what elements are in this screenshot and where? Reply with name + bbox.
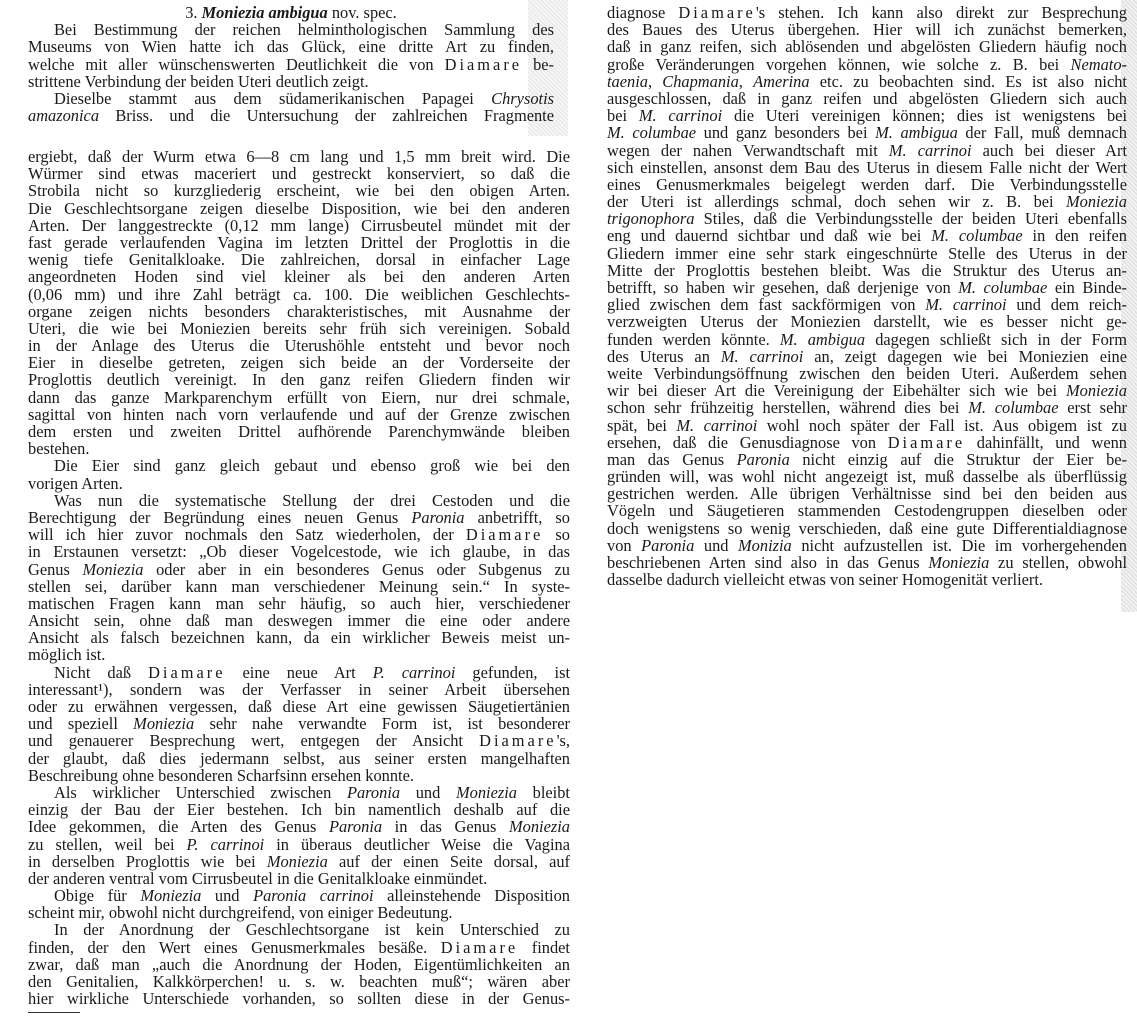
spaced-author-name: Diamare — [465, 525, 544, 545]
text-line: vorigen Arten. — [28, 473, 123, 493]
text-line: Ansicht sein, ohne daß man deswegen immer die eine oder andere — [28, 611, 570, 631]
italic-term: Paronia — [328, 817, 383, 837]
italic-term: Moniezia — [1065, 381, 1127, 401]
italic-term: M. columbae — [931, 226, 1023, 246]
text-line: gestrichen werden. Alle übrigen Verhältnisse sind bei den beiden aus — [607, 484, 1127, 504]
text-line: weite Verbindungsöffnung zwischen den beiden Uteri. Außerdem sehen — [607, 363, 1127, 383]
text-line: daß in ganz reifen, sich ablösenden und abgelösten Gliedern häufig noch — [607, 37, 1127, 57]
text-line: strittene Verbindung der beiden Uteri deutlich zeigt. — [28, 71, 369, 91]
italic-term: trigonophora — [607, 209, 695, 229]
text-line: stellen sei, darüber kann man verschiedener Meinung sein.“ In syste- — [28, 576, 570, 596]
text-line: der Uteri ist allerdings schmal, doch sehen wir z. B. bei Moniezia — [607, 192, 1127, 212]
text-line: ergiebt, daß der Wurm etwa 6—8 cm lang und 1,5 mm breit wird. Die — [28, 147, 570, 166]
text-line: Mitte der Proglottis bestehen bleibt. Was die Struktur des Uterus an- — [607, 260, 1127, 280]
text-line: zu stellen, weil bei P. carrinoi in überaus deutlicher Weise die Vagina — [28, 834, 570, 854]
italic-term: M. carrinoi — [720, 346, 804, 366]
text-line: wenig tiefe Genitalkloake. Die zahlreichen, dorsal in einfacher Lage — [28, 250, 570, 270]
text-line: Als wirklicher Unterschied zwischen Paronia und Moniezia bleibt — [54, 782, 570, 802]
text-line: und genauerer Besprechung wert, entgegen der Ansicht Diamare's, — [28, 731, 570, 751]
italic-term: Moniezia — [133, 714, 195, 734]
text-line: den Genitalien, Kalkkörperchen! u. s. w. beachten muß“; wären aber — [28, 972, 570, 991]
spaced-author-name: Diamare — [440, 937, 519, 957]
text-line: Ansicht als falsch bezeichnen kann, da ein wirklicher Beweis meist un- — [28, 628, 570, 648]
paragraph — [28, 90, 554, 124]
paragraph — [28, 457, 570, 491]
spaced-author-name: Diamare — [444, 54, 523, 74]
paragraph — [28, 921, 570, 1007]
spaced-author-name: Diamare — [148, 662, 226, 682]
italic-term: M. carrinoi — [888, 140, 972, 160]
text-line: dem ersten und zweiten Drittel aufhörende Parenchymwände bleiben — [28, 422, 570, 441]
text-line: M. columbae und ganz besonders bei M. ambigua der Fall, muß demnach — [607, 123, 1128, 143]
text-line: Würmer sind etwas maceriert und gestreckt konserviert, so daß die — [28, 164, 570, 184]
text-line: der glaubt, daß dies jedermann selbst, aus seiner ersten mangelhaften — [28, 748, 570, 768]
heading-species: Moniezia ambigua — [201, 3, 328, 22]
text-line: interessant¹), sondern was der Verfasser in seiner Arbeit übersehen — [28, 679, 570, 699]
text-line: funden werden könnte. M. ambigua dagegen schließt sich in der Form — [607, 329, 1127, 349]
text-line: ersehen, daß die Genusdiagnose von Diamare dahinfällt, und wenn — [607, 432, 1127, 452]
text-line: hier wirkliche Unterschiede vorhanden, so sollten diese in der Genus- — [28, 989, 570, 1009]
spaced-author-name: Diamare — [887, 432, 966, 452]
italic-term: Moniezia — [82, 559, 144, 579]
text-line: Strobila nicht so kurzgliederig erscheint, wie bei den obigen Arten. — [28, 181, 570, 201]
italic-term: Paronia — [411, 507, 465, 527]
text-line: betrifft, so haben wir gesehen, daß derjenige von M. columbae ein Binde- — [607, 278, 1127, 297]
italic-term: M. carrinoi — [676, 415, 758, 435]
heading-number: 3. — [185, 3, 198, 22]
text-line: einzig der Bau der Eier bestehen. Ich bin namentlich deshalb auf die — [28, 800, 570, 820]
text-line: möglich ist. — [28, 645, 106, 665]
italic-term: Moniezia — [140, 886, 202, 906]
text-line: des Uterus an M. carrinoi an, zeigt dagegen wie bei Moniezien eine — [607, 346, 1127, 366]
text-line: welche mit aller wünschenswerten Deutlichkeit die von Diamare be- — [28, 54, 555, 74]
italic-term: Chapmania — [662, 71, 739, 91]
text-line: Was nun die systematische Stellung der drei Cestoden und die — [54, 490, 570, 510]
italic-term: taenia — [607, 71, 648, 91]
italic-term: P. carrinoi — [186, 834, 265, 854]
text-line: trigonophora Stiles, daß die Verbindungsstelle der beiden Uteri ebenfalls — [607, 209, 1127, 229]
text-line: und speziell Moniezia sehr nahe verwandte Form ist, ist besonderer — [28, 714, 570, 734]
text-line: Vögeln und Säugetieren stammenden Cestodengruppen dieselben oder — [607, 501, 1127, 521]
italic-term: M. columbae — [968, 398, 1059, 418]
text-line: gründen will, was wohl nicht angezeigt ist, muß dasselbe als überflüssig — [607, 467, 1127, 487]
text-line: verzweigten Uterus der Moniezien darstellt, wie es besser nicht ge- — [607, 312, 1127, 332]
text-line: In der Anordnung der Geschlechtsorgane ist kein Unterschied zu — [54, 920, 570, 940]
italic-term: M. columbae — [607, 123, 697, 143]
text-line: der anderen ventral vom Cirrusbeutel in die Genitalkloake einmündet. — [28, 868, 488, 888]
text-line: taenia, Chapmania, Amerina etc. zu beobachten sind. Es ist also nicht — [607, 71, 1127, 91]
text-line: wir bei dieser Art die Vereinigung der Eibehälter sich wie bei Moniezia — [607, 381, 1127, 401]
italic-term: Amerina — [753, 71, 810, 91]
italic-term: M. carrinoi — [925, 295, 1007, 315]
text-line: Eier in dieselbe getreten, zeigen sich beide an der Vorderseite der — [28, 353, 570, 373]
text-line: diagnose Diamare's stehen. Ich kann also direkt zur Besprechung — [607, 3, 1127, 22]
text-line: fast gerade verlaufenden Vagina im letzten Drittel der Proglottis in die — [28, 232, 570, 252]
text-line: Dieselbe stammt aus dem südamerikanischen Papagei Chrysotis — [54, 88, 554, 108]
text-line: will ich hier zuvor nochmals den Satz wiederholen, der Diamare so — [28, 525, 570, 545]
text-line: Die Eier sind ganz gleich gebaut und ebenso groß wie bei den — [54, 456, 570, 476]
italic-term: Paronia — [736, 449, 790, 469]
text-line: angeordneten Hoden sind viel kleiner als bei den anderen Arten — [28, 267, 570, 287]
italic-term: P. carrinoi — [372, 662, 456, 682]
italic-term: Moniezia — [266, 851, 328, 871]
italic-term: Moniezia — [455, 782, 517, 802]
italic-term: Chrysotis — [491, 88, 554, 108]
text-line: scheint mir, obwohl nicht durchgreifend, von einiger Bedeutung. — [28, 903, 453, 923]
text-line: Proglottis deutlich vereinigt. In den ganz reifen Gliedern finden wir — [28, 370, 570, 390]
text-line: des Baues des Uterus übergehen. Hier will ich zunächst bemerken, — [607, 20, 1127, 40]
heading-suffix: nov. spec. — [331, 3, 397, 22]
text-line: eines Genusmerkmales beigelegt werden darf. Die Verbindungsstelle — [607, 174, 1127, 194]
text-line: dann das ganze Markparenchym erfüllt von Eiern, nur drei schmale, — [28, 387, 570, 407]
text-line: Uteri, die wie bei Moniezien bereits sehr früh sich vereinigen. Sobald — [28, 318, 570, 338]
italic-term: M. ambigua — [779, 329, 866, 349]
text-line: in derselben Proglottis wie bei Moniezia auf der einen Seite dorsal, auf — [28, 851, 571, 871]
paragraph — [28, 148, 570, 457]
text-line: bestehen. — [28, 439, 90, 459]
text-line: doch wenigstens so wenig verschieden, daß eine gute Differentialdiagnose — [607, 518, 1127, 538]
text-line: von Paronia und Monizia nicht aufzustellen ist. Die im vorhergehenden — [607, 535, 1127, 555]
italic-term: amazonica — [28, 106, 100, 126]
paragraph — [28, 664, 570, 784]
section-heading — [28, 4, 554, 21]
text-line: große Veränderungen vorgehen können, wie solche z. B. bei Nemato- — [607, 54, 1127, 74]
text-line: in der Anlage des Uterus die Uterushöhle entsteht und bevor noch — [28, 336, 570, 356]
text-line: Arten. Der langgestreckte (0,12 mm lange) Cirrusbeutel mündet mit der — [28, 215, 570, 235]
footnote-rule — [28, 1012, 80, 1013]
text-line: oder zu erwähnen vergessen, daß diese Art eine gewissen Säugetiertänien — [28, 697, 570, 716]
italic-term: M. columbae — [958, 278, 1048, 297]
text-line: Berechtigung der Begründung eines neuen Genus Paronia anbetrifft, so — [28, 507, 570, 527]
text-line: ausgeschlossen, daß in ganz reifen und abgelösten Gliedern sich auch — [607, 88, 1127, 108]
text-line: matischen Fragen kann man sehr häufig, so auch hier, verschiedener — [28, 593, 570, 613]
text-line: zwar, daß man „auch die Anordnung der Hoden, Eigentümlichkeiten an — [28, 954, 570, 974]
italic-term: Moniezia — [509, 817, 571, 837]
paragraph — [28, 21, 554, 90]
text-line: Nicht daß Diamare eine neue Art P. carrinoi gefunden, ist — [54, 662, 571, 682]
italic-term: Nemato- — [1070, 54, 1127, 74]
paragraph — [607, 4, 1127, 588]
left-column — [28, 148, 570, 1007]
text-line: Gliedern immer eine sehr stark eingeschnürte Stelle des Uterus in der — [607, 243, 1127, 263]
text-line: Museums von Wien hatte ich das Glück, eine dritte Art zu finden, — [28, 37, 554, 57]
spaced-author-name: Diamare — [479, 731, 557, 751]
text-line: wegen der nahen Verwandtschaft mit M. carrinoi auch bei dieser Art — [607, 140, 1127, 160]
text-line: man das Genus Paronia nicht einzig auf die Struktur der Eier be- — [607, 449, 1128, 469]
text-line: sich einstellen, ansonst dem Bau des Uterus in diesem Falle nicht der Wert — [607, 157, 1127, 177]
text-line: Die Geschlechtsorgane zeigen dieselbe Disposition, wie bei den anderen — [28, 198, 570, 218]
paragraph — [28, 887, 570, 921]
spaced-author-name: Diamare — [678, 3, 756, 22]
text-line: organe zeigen nichts besonders charakteristisches, mit Ausnahme der — [28, 301, 570, 321]
text-line: glied zwischen dem fast sackförmigen von M. carrinoi und dem reich- — [607, 295, 1127, 315]
italic-term: Paronia carrinoi — [253, 886, 374, 906]
text-line: dasselbe dadurch vielleicht etwas von seiner Homogenität verliert. — [607, 570, 1044, 590]
italic-term: M. ambigua — [875, 123, 958, 143]
italic-term: Moniezia — [928, 553, 990, 572]
text-line: bei M. carrinoi die Uteri vereinigen können; dies ist wenigstens bei — [607, 106, 1128, 126]
text-line: eng und dauernd sichtbar und daß wie bei M. columbae in den reifen — [607, 226, 1127, 246]
italic-term: M. carrinoi — [638, 106, 723, 126]
top-body — [28, 21, 554, 124]
italic-term: Moniezia — [1065, 192, 1127, 212]
text-line: sagittal von hinten nach vorn verlaufende und auf der Grenze zwischen — [28, 404, 570, 424]
italic-term: Monizia — [738, 535, 792, 555]
italic-term: Paronia — [641, 535, 695, 555]
text-line: Obige für Moniezia und Paronia carrinoi alleinstehende Disposition — [54, 886, 570, 906]
text-line: beschriebenen Arten sind also in das Genus Moniezia zu stellen, obwohl — [607, 553, 1127, 572]
text-line: Genus Moniezia oder aber in ein besonderes Genus oder Subgenus zu — [28, 559, 570, 579]
text-line: Beschreibung ohne besonderen Scharfsinn ersehen konnte. — [28, 765, 414, 785]
text-line: amazonica Briss. und die Untersuchung der zahlreichen Fragmente — [28, 106, 554, 126]
text-line: schon sehr frühzeitig herstellen, während dies bei M. columbae erst sehr — [607, 398, 1127, 418]
text-line: Bei Bestimmung der reichen helminthologischen Sammlung des — [54, 20, 554, 40]
top-left-block — [28, 4, 554, 124]
text-line: (0,06 mm) und ihre Zahl beträgt ca. 100. Die weiblichen Geschlechts- — [28, 284, 570, 304]
paragraph — [28, 492, 570, 664]
text-line: Idee gekommen, die Arten des Genus Paronia in das Genus Moniezia — [28, 817, 571, 837]
right-column — [607, 4, 1127, 588]
italic-term: Paronia — [346, 782, 401, 802]
text-line: spät, bei M. carrinoi wohl noch später der Fall ist. Aus obigem ist zu — [607, 415, 1127, 435]
text-line: in Erstaunen versetzt: „Ob dieser Vogelcestode, wie ich glaube, in das — [28, 542, 570, 562]
paragraph — [28, 784, 570, 887]
text-line: finden, der den Wert eines Genusmerkmales besäße. Diamare findet — [28, 937, 570, 957]
